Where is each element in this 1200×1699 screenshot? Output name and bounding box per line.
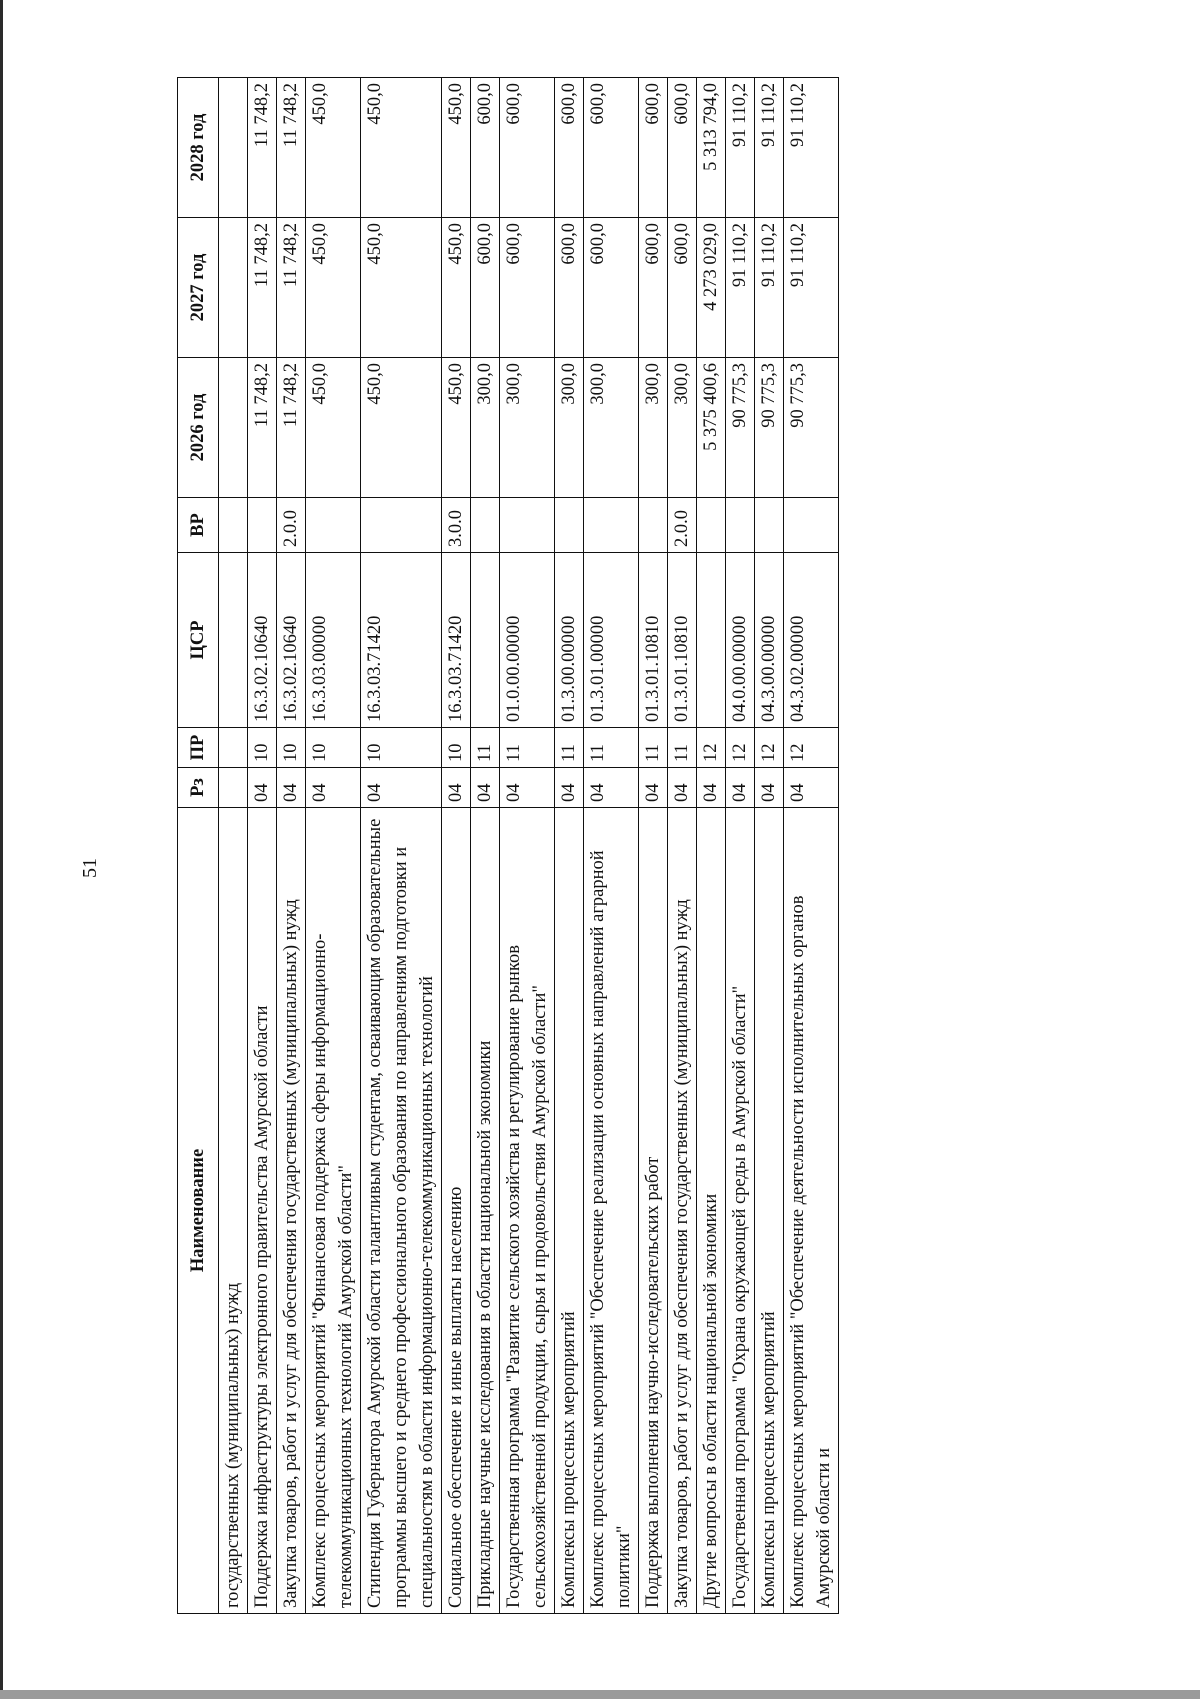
table-row xyxy=(697,78,726,1614)
rotated-table-wrapper xyxy=(177,78,1177,1614)
cell-name: Государственная программа "Развитие сельского хозяйства и регулирование рынков сельскохозяйственной продукции, сырья и продовольствия Амурской области" xyxy=(500,808,555,1614)
cell-pr: 10 xyxy=(306,728,361,768)
cell-2028: 91 110,2 xyxy=(784,78,839,218)
cell-rz: 04 xyxy=(639,768,668,808)
cell-2027: 450,0 xyxy=(361,218,442,358)
cell-2026: 90 775,3 xyxy=(755,358,784,498)
cell-2026: 300,0 xyxy=(639,358,668,498)
cell-pr: 10 xyxy=(361,728,442,768)
cell-rz: 04 xyxy=(726,768,755,808)
cell-2027: 600,0 xyxy=(500,218,555,358)
cell-2027: 11 748,2 xyxy=(277,218,306,358)
header-vr: ВР xyxy=(178,498,219,553)
cell-2026: 450,0 xyxy=(361,358,442,498)
cell-vr xyxy=(726,498,755,553)
table-row xyxy=(755,78,784,1614)
cell-csr: 16.3.02.10640 xyxy=(248,553,277,728)
cell-name: Закупка товаров, работ и услуг для обеспечения государственных (муниципальных) нужд xyxy=(277,808,306,1614)
table-row xyxy=(555,78,584,1614)
cell-rz: 04 xyxy=(442,768,471,808)
cell-name: Комплексы процессных мероприятий xyxy=(755,808,784,1614)
header-2027: 2027 год xyxy=(178,218,219,358)
cell-csr: 16.3.02.10640 xyxy=(277,553,306,728)
cell-vr xyxy=(361,498,442,553)
header-2026: 2026 год xyxy=(178,358,219,498)
cell-2028: 600,0 xyxy=(500,78,555,218)
cell-rz: 04 xyxy=(306,768,361,808)
cell-2026: 450,0 xyxy=(442,358,471,498)
cell-rz: 04 xyxy=(755,768,784,808)
cell-2028: 600,0 xyxy=(639,78,668,218)
cell-pr: 12 xyxy=(726,728,755,768)
cell-2027: 4 273 029,0 xyxy=(697,218,726,358)
cell-vr xyxy=(306,498,361,553)
cell-pr: 11 xyxy=(555,728,584,768)
cell-2027: 11 748,2 xyxy=(248,218,277,358)
cell-2026: 90 775,3 xyxy=(784,358,839,498)
scan-bottom-edge xyxy=(0,1690,1200,1699)
cell-vr: 2.0.0 xyxy=(277,498,306,553)
cell-2028: 5 313 794,0 xyxy=(697,78,726,218)
table-row xyxy=(442,78,471,1614)
cell-2028: 450,0 xyxy=(442,78,471,218)
cell-vr xyxy=(697,498,726,553)
header-name: Наименование xyxy=(178,808,219,1614)
cell-rz: 04 xyxy=(500,768,555,808)
cell-2028: 600,0 xyxy=(471,78,500,218)
cell-2028: 600,0 xyxy=(584,78,639,218)
cell-name: Другие вопросы в области национальной экономики xyxy=(697,808,726,1614)
cell-pr: 11 xyxy=(584,728,639,768)
cell-csr: 04.0.00.00000 xyxy=(726,553,755,728)
cell-rz: 04 xyxy=(668,768,697,808)
cell-2028: 600,0 xyxy=(668,78,697,218)
table-row xyxy=(668,78,697,1614)
cell-rz: 04 xyxy=(471,768,500,808)
cell-2027: 600,0 xyxy=(584,218,639,358)
cell-csr: 16.3.03.71420 xyxy=(442,553,471,728)
cell-vr xyxy=(584,498,639,553)
cell-csr: 01.0.00.00000 xyxy=(500,553,555,728)
cell-pr: 11 xyxy=(500,728,555,768)
cell-2028: 91 110,2 xyxy=(755,78,784,218)
cell-csr: 01.3.00.00000 xyxy=(555,553,584,728)
cell-rz: 04 xyxy=(248,768,277,808)
cell-name: Стипендия Губернатора Амурской области талантливым студентам, осваивающим образовательные программы высшего и среднего профессионального образования по направлениям подготовки и специальностям в области информационно-телекоммуникационных технологий xyxy=(361,808,442,1614)
table-row xyxy=(219,78,248,1614)
cell-pr: 10 xyxy=(277,728,306,768)
cell-vr xyxy=(248,498,277,553)
cell-2027: 91 110,2 xyxy=(784,218,839,358)
header-csr: ЦСР xyxy=(178,553,219,728)
cell-rz: 04 xyxy=(584,768,639,808)
cell-2028: 450,0 xyxy=(361,78,442,218)
table-row xyxy=(471,78,500,1614)
cell-csr: 01.3.01.10810 xyxy=(668,553,697,728)
header-pr: ПР xyxy=(178,728,219,768)
cell-csr: 16.3.03.00000 xyxy=(306,553,361,728)
cell-2026: 300,0 xyxy=(500,358,555,498)
cell-rz: 04 xyxy=(697,768,726,808)
table-row xyxy=(726,78,755,1614)
cell-2027: 91 110,2 xyxy=(755,218,784,358)
cell-name: Прикладные научные исследования в области национальной экономики xyxy=(471,808,500,1614)
table-row xyxy=(639,78,668,1614)
cell-2028: 11 748,2 xyxy=(248,78,277,218)
cell-2026: 300,0 xyxy=(555,358,584,498)
cell-csr: 01.3.01.10810 xyxy=(639,553,668,728)
table-row xyxy=(784,78,839,1614)
cell-csr xyxy=(471,553,500,728)
cell-rz xyxy=(219,768,248,808)
cell-vr: 2.0.0 xyxy=(668,498,697,553)
cell-pr: 11 xyxy=(639,728,668,768)
cell-2027: 91 110,2 xyxy=(726,218,755,358)
table-row xyxy=(584,78,639,1614)
cell-vr: 3.0.0 xyxy=(442,498,471,553)
cell-2026: 450,0 xyxy=(306,358,361,498)
table-body xyxy=(219,78,839,1614)
cell-rz: 04 xyxy=(555,768,584,808)
cell-vr xyxy=(555,498,584,553)
cell-2028 xyxy=(219,78,248,218)
cell-2027: 450,0 xyxy=(442,218,471,358)
cell-name: Государственная программа "Охрана окружающей среды в Амурской области" xyxy=(726,808,755,1614)
page-number: 51 xyxy=(79,858,101,878)
cell-2027: 600,0 xyxy=(471,218,500,358)
cell-name: государственных (муниципальных) нужд xyxy=(219,808,248,1614)
cell-csr: 04.3.00.00000 xyxy=(755,553,784,728)
cell-vr xyxy=(500,498,555,553)
cell-2027: 600,0 xyxy=(639,218,668,358)
cell-csr xyxy=(219,553,248,728)
scan-left-edge xyxy=(0,0,3,1699)
table-row xyxy=(306,78,361,1614)
cell-rz: 04 xyxy=(784,768,839,808)
header-2028: 2028 год xyxy=(178,78,219,218)
cell-2026: 300,0 xyxy=(668,358,697,498)
cell-2028: 600,0 xyxy=(555,78,584,218)
cell-2027: 600,0 xyxy=(668,218,697,358)
cell-2026: 5 375 400,6 xyxy=(697,358,726,498)
cell-pr: 10 xyxy=(442,728,471,768)
cell-name: Комплекс процессных мероприятий "Финансовая поддержка сферы информационно-телекоммуникационных технологий Амурской области" xyxy=(306,808,361,1614)
table-row xyxy=(361,78,442,1614)
cell-2026: 300,0 xyxy=(584,358,639,498)
cell-csr: 04.3.02.00000 xyxy=(784,553,839,728)
cell-pr: 11 xyxy=(668,728,697,768)
cell-2027 xyxy=(219,218,248,358)
cell-2026: 90 775,3 xyxy=(726,358,755,498)
table-header-row xyxy=(178,78,219,1614)
table-row xyxy=(500,78,555,1614)
cell-2027: 600,0 xyxy=(555,218,584,358)
cell-pr: 12 xyxy=(755,728,784,768)
cell-name: Комплекс процессных мероприятий "Обеспечение реализации основных направлений аграрной политики" xyxy=(584,808,639,1614)
cell-name: Закупка товаров, работ и услуг для обеспечения государственных (муниципальных) нужд xyxy=(668,808,697,1614)
cell-name: Комплексы процессных мероприятий xyxy=(555,808,584,1614)
cell-pr: 12 xyxy=(697,728,726,768)
cell-csr: 01.3.01.00000 xyxy=(584,553,639,728)
cell-name: Социальное обеспечение и иные выплаты населению xyxy=(442,808,471,1614)
cell-2026: 300,0 xyxy=(471,358,500,498)
cell-vr xyxy=(755,498,784,553)
cell-pr: 12 xyxy=(784,728,839,768)
cell-pr: 10 xyxy=(248,728,277,768)
cell-vr xyxy=(639,498,668,553)
budget-table xyxy=(177,77,839,1614)
cell-name: Поддержка инфраструктуры электронного правительства Амурской области xyxy=(248,808,277,1614)
cell-vr xyxy=(219,498,248,553)
cell-2028: 450,0 xyxy=(306,78,361,218)
cell-2028: 91 110,2 xyxy=(726,78,755,218)
cell-csr xyxy=(697,553,726,728)
cell-2026 xyxy=(219,358,248,498)
cell-vr xyxy=(784,498,839,553)
cell-2026: 11 748,2 xyxy=(277,358,306,498)
cell-name: Комплекс процессных мероприятий "Обеспечение деятельности исполнительных органов Амурской области и xyxy=(784,808,839,1614)
cell-rz: 04 xyxy=(277,768,306,808)
table-row xyxy=(248,78,277,1614)
cell-2028: 11 748,2 xyxy=(277,78,306,218)
cell-pr xyxy=(219,728,248,768)
cell-vr xyxy=(471,498,500,553)
cell-pr: 11 xyxy=(471,728,500,768)
cell-rz: 04 xyxy=(361,768,442,808)
cell-2027: 450,0 xyxy=(306,218,361,358)
cell-name: Поддержка выполнения научно-исследовательских работ xyxy=(639,808,668,1614)
cell-csr: 16.3.03.71420 xyxy=(361,553,442,728)
header-rz: Рз xyxy=(178,768,219,808)
table-row xyxy=(277,78,306,1614)
cell-2026: 11 748,2 xyxy=(248,358,277,498)
